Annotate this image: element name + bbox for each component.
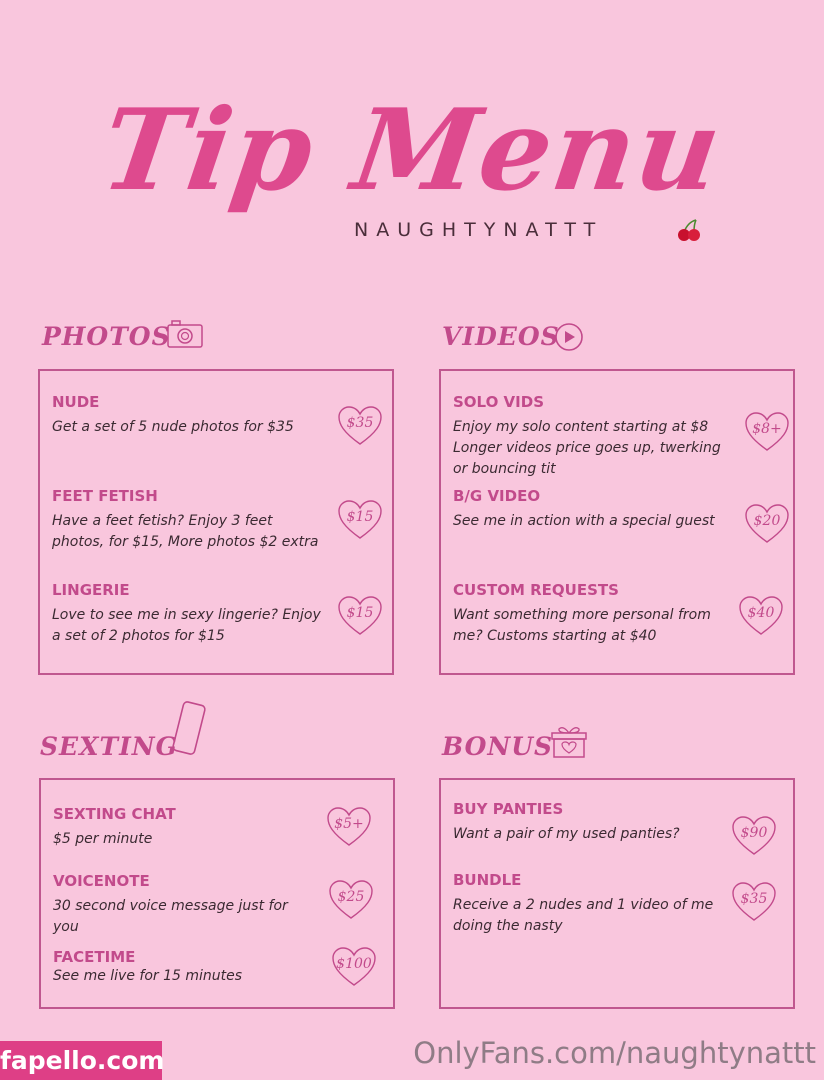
item-desc: Have a feet fetish? Enjoy 3 feet photos, for $15, More photos $2 extra <box>52 513 319 550</box>
list-item <box>453 871 733 937</box>
price-badge <box>744 503 790 545</box>
gift-icon <box>549 723 589 759</box>
item-name: FACETIME <box>53 948 136 966</box>
item-desc: Enjoy my solo content starting at $8 Longer videos price goes up, twerking or bouncing tit <box>453 419 721 477</box>
item-name: CUSTOM REQUESTS <box>453 581 619 599</box>
item-name: BUNDLE <box>453 871 522 889</box>
item-desc: $5 per minute <box>53 831 153 847</box>
list-item <box>453 487 743 532</box>
price-label: $35 <box>740 891 768 907</box>
price-label: $25 <box>337 889 365 905</box>
item-desc: Love to see me in sexy lingerie? Enjoy a set of 2 photos for $15 <box>52 607 321 644</box>
list-item <box>453 800 723 845</box>
videos-box <box>439 369 795 675</box>
item-name: FEET FETISH <box>52 487 158 505</box>
sexting-box <box>39 778 395 1009</box>
price-badge <box>337 405 383 447</box>
list-item <box>52 487 324 553</box>
list-item <box>53 805 323 850</box>
price-label: $20 <box>753 513 781 529</box>
item-desc: See me live for 15 minutes <box>53 968 243 984</box>
list-item <box>453 581 723 647</box>
cherry-icon <box>676 218 702 242</box>
price-label: $5+ <box>334 816 364 832</box>
section-title-videos: VIDEOS <box>442 322 560 351</box>
item-desc: Get a set of 5 nude photos for $35 <box>52 419 294 435</box>
price-badge <box>328 879 374 921</box>
phone-icon <box>168 700 212 758</box>
bonus-box <box>439 778 795 1009</box>
price-label: $15 <box>346 605 374 621</box>
item-desc: Receive a 2 nudes and 1 video of me doing the nasty <box>453 897 714 934</box>
item-name: BUY PANTIES <box>453 800 564 818</box>
price-badge <box>744 411 790 453</box>
section-title-sexting: SEXTING <box>40 732 179 761</box>
item-desc: Want a pair of my used panties? <box>453 826 680 842</box>
list-item <box>453 393 733 480</box>
list-item <box>53 872 293 938</box>
item-name: SEXTING CHAT <box>53 805 176 823</box>
price-label: $100 <box>336 956 372 972</box>
price-badge <box>331 946 377 988</box>
item-name: NUDE <box>52 393 100 411</box>
price-label: $8+ <box>752 421 782 437</box>
item-name: SOLO VIDS <box>453 393 544 411</box>
photos-box <box>38 369 394 675</box>
price-label: $15 <box>346 509 374 525</box>
page-subtitle: NAUGHTYNATTT <box>354 219 604 241</box>
price-label: $35 <box>346 415 374 431</box>
section-title-bonus: BONUS <box>442 732 554 761</box>
price-badge <box>337 499 383 541</box>
item-name: VOICENOTE <box>53 872 150 890</box>
list-item <box>52 581 330 647</box>
watermark-right: OnlyFans.com/naughtynattt <box>413 1036 816 1070</box>
price-label: $90 <box>740 825 768 841</box>
price-badge <box>731 881 777 923</box>
price-badge <box>731 815 777 857</box>
item-name: B/G VIDEO <box>453 487 541 505</box>
section-title-photos: PHOTOS <box>42 322 171 351</box>
price-badge <box>337 595 383 637</box>
play-icon <box>554 322 584 352</box>
list-item <box>53 948 323 987</box>
price-label: $40 <box>747 605 775 621</box>
item-name: LINGERIE <box>52 581 130 599</box>
price-badge <box>326 806 372 848</box>
price-badge <box>738 595 784 637</box>
page-title: Tip Menu <box>94 85 730 216</box>
item-desc: 30 second voice message just for you <box>53 898 288 935</box>
item-desc: Want something more personal from me? Customs starting at $40 <box>453 607 711 644</box>
watermark-left: fapello.com <box>0 1041 162 1080</box>
list-item <box>52 393 324 438</box>
camera-icon <box>166 319 204 349</box>
item-desc: See me in action with a special guest <box>453 513 715 529</box>
